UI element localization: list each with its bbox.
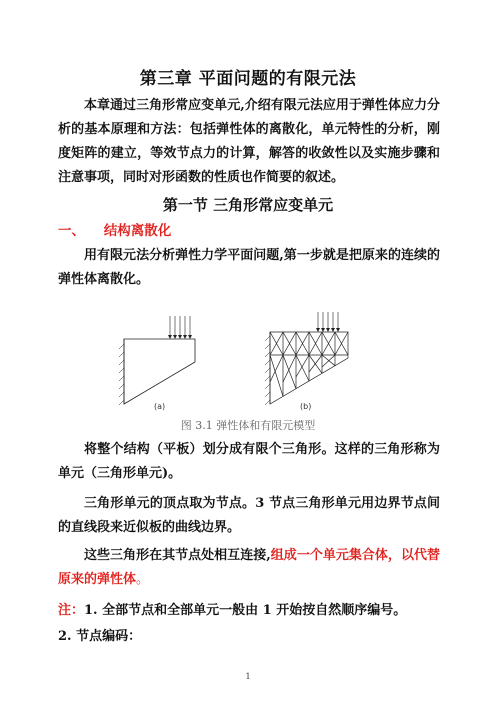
- figure-b-finite-element-mesh: [265, 312, 348, 405]
- note-text: 1. 全部节点和全部单元一般由 1 开始按自然顺序编号。: [84, 603, 407, 618]
- figure-label-a: (a): [154, 402, 166, 411]
- paragraph-mesh-division: 将整个结构（平板）划分成有限个三角形。这样的三角形称为单元（三角形单元)。: [58, 442, 440, 481]
- subsection-title: 结构离散化: [103, 223, 172, 239]
- assembly-text: 这些三角形在其节点处相互连接,: [84, 548, 271, 563]
- subsection-number: 一、: [58, 223, 85, 239]
- note-line: [58, 599, 406, 618]
- assembly-tail: 。: [136, 572, 150, 587]
- paragraph-assembly: [58, 544, 440, 592]
- chapter-title: 第三章 平面问题的有限元法: [139, 69, 357, 89]
- paragraph-nodes: 三角形单元的顶点取为节点。3 节点三角形单元用边界节点间的直线段来近似板的曲线边界。: [58, 496, 440, 535]
- page-number: 1: [245, 672, 251, 681]
- item-node-numbering: 2. 节点编码：: [58, 629, 142, 644]
- figure-label-b: (b): [300, 402, 312, 411]
- assembly-highlight: 组成一个单元集合体，以代替原来的弹性体: [58, 548, 440, 587]
- figure-a-continuous-body: [119, 316, 195, 405]
- intro-paragraph: 本章通过三角形常应变单元,介绍有限元法应用于弹性体应力分析的基本原理和方法：包括弹性体的离散化，单元特性的分析，刚度矩阵的建立，等效节点力的计算，解答的收敛性以及实施步骤和注意事项，同时对形函数的性质也作简要的叙述。: [58, 98, 440, 185]
- section-title: 第一节 三角形常应变单元: [162, 196, 334, 214]
- figure-caption: 图 3.1 弹性体和有限元模型: [180, 419, 316, 432]
- note-label: 注：: [58, 603, 85, 618]
- subsection-heading: [58, 219, 171, 239]
- figure-elastic-body: [110, 312, 400, 412]
- paragraph-discretization: 用有限元法分析弹性力学平面问题,第一步就是把原来的连续的弹性体离散化。: [58, 248, 440, 287]
